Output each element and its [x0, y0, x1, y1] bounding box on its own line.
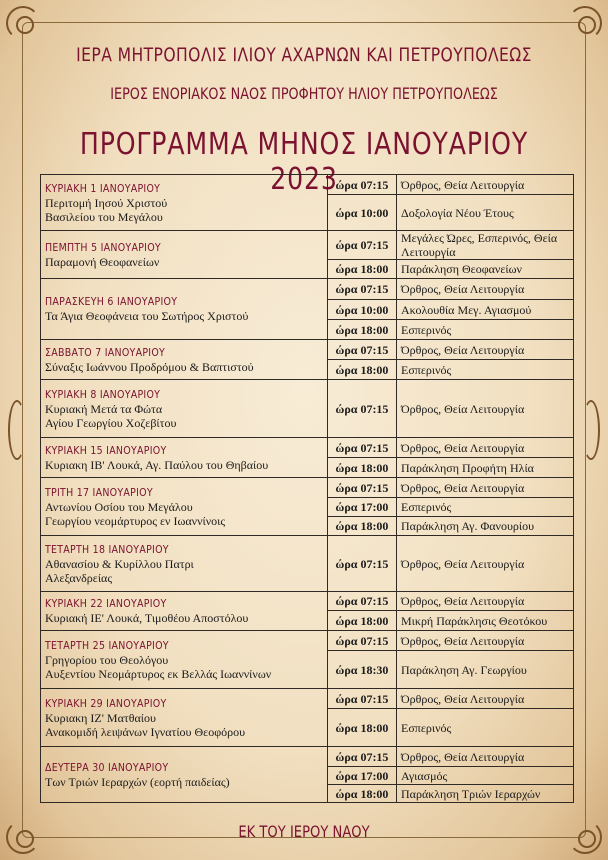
- corner-ornament-bottom-left: [6, 820, 40, 854]
- day-cell: [41, 279, 328, 340]
- feast-line: Κυριακη ΙΖ' Ματθαίου: [45, 710, 156, 725]
- service-time: ώρα 18:30: [328, 651, 397, 689]
- day-cell: [41, 592, 328, 631]
- schedule-row: [41, 340, 574, 360]
- service-name: Όρθρος, Θεία Λειτουργία: [397, 478, 574, 498]
- corner-ornament-top-left: [6, 6, 40, 40]
- corner-ornament-bottom-right: [568, 820, 602, 854]
- service-name: Εσπερινός: [397, 360, 574, 380]
- service-time: ώρα 18:00: [328, 260, 397, 279]
- day-cell: [41, 175, 328, 231]
- service-name: Όρθρος, Θεία Λειτουργία: [397, 631, 574, 651]
- day-cell: [41, 536, 328, 592]
- service-time: ώρα 07:15: [328, 279, 397, 300]
- schedule-row: [41, 536, 574, 592]
- service-time: ώρα 10:00: [328, 195, 397, 231]
- day-name: ΚΥΡΙΑΚΗ 8 ΙΑΝΟΥΑΡΙΟΥ: [45, 387, 161, 401]
- schedule-row: [41, 631, 574, 651]
- service-name: Όρθρος, Θεία Λειτουργία: [397, 438, 574, 458]
- feast-line: Αγίου Γεωργίου Χοζεβίτου: [45, 415, 177, 430]
- day-cell: [41, 438, 328, 478]
- service-time: ώρα 07:15: [328, 340, 397, 360]
- feast-line: Αυξεντίου Νεομάρτυρος εκ Βελλάς Ιωαννίνων: [45, 666, 272, 681]
- service-name: Εσπερινός: [397, 498, 574, 517]
- corner-ornament-top-right: [568, 6, 602, 40]
- feast-line: Σύναξις Ιωάννου Προδρόμου & Βαπτιστού: [45, 359, 254, 374]
- feast-line: Παραμονή Θεοφανείων: [45, 254, 160, 269]
- service-name: Μικρή Παράκλησις Θεοτόκου: [397, 611, 574, 631]
- service-time: ώρα 10:00: [328, 300, 397, 320]
- footer-signature: ΕΚ ΤΟΥ ΙΕΡΟΥ ΝΑΟΥ: [238, 822, 370, 841]
- day-name: ΣΑΒΒΑΤΟ 7 ΙΑΝΟΥΑΡΙΟΥ: [45, 345, 166, 359]
- service-name: Παράκληση Θεοφανείων: [397, 260, 574, 279]
- day-name: ΔΕΥΤΕΡΑ 30 ΙΑΝΟΥΑΡΙΟΥ: [45, 760, 169, 774]
- day-name: ΠΕΜΠΤΗ 5 ΙΑΝΟΥΑΡΙΟΥ: [45, 240, 161, 254]
- service-name: Όρθρος, Θεία Λειτουργία: [397, 279, 574, 300]
- service-name: Παράκληση Αγ. Φανουρίου: [397, 517, 574, 536]
- day-cell: [41, 689, 328, 747]
- service-time: ώρα 07:15: [328, 631, 397, 651]
- schedule-row: [41, 279, 574, 300]
- service-time: ώρα 07:15: [328, 689, 397, 709]
- service-time: ώρα 18:00: [328, 709, 397, 747]
- service-name: Αγιασμός: [397, 767, 574, 785]
- service-name: Μεγάλες Ώρες, Εσπερινός, Θεία Λειτουργία: [397, 231, 574, 260]
- service-time: ώρα 07:15: [328, 231, 397, 260]
- feast-line: Βασιλείου του Μεγάλου: [45, 209, 163, 224]
- side-ornament-left: [8, 400, 26, 460]
- day-name: ΤΕΤΑΡΤΗ 18 ΙΑΝΟΥΑΡΙΟΥ: [45, 542, 169, 556]
- page-title: ΠΡΟΓΡΑΜΜΑ ΜΗΝΟΣ ΙΑΝΟΥΑΡΙΟΥ 2023: [79, 127, 529, 197]
- service-name: Παράκληση Προφήτη Ηλία: [397, 458, 574, 478]
- service-time: ώρα 18:00: [328, 360, 397, 380]
- day-name: ΤΕΤΑΡΤΗ 25 ΙΑΝΟΥΑΡΙΟΥ: [45, 638, 169, 652]
- feast-line: Αντωνίου Οσίου του Μεγάλου: [45, 499, 193, 514]
- day-cell: [41, 380, 328, 438]
- schedule-row: [41, 689, 574, 709]
- service-name: Όρθρος, Θεία Λειτουργία: [397, 747, 574, 767]
- service-time: ώρα 07:15: [328, 175, 397, 195]
- service-name: Παράκληση Αγ. Γεωργίου: [397, 651, 574, 689]
- feast-line: Γεωργίου νεομάρτυρος εν Ιωαννίνοις: [45, 513, 226, 528]
- service-time: ώρα 07:15: [328, 380, 397, 438]
- service-name: Εσπερινός: [397, 709, 574, 747]
- schedule-row: [41, 438, 574, 458]
- side-ornament-right: [582, 400, 600, 460]
- day-cell: [41, 631, 328, 689]
- service-time: ώρα 18:00: [328, 458, 397, 478]
- service-time: ώρα 18:00: [328, 611, 397, 631]
- day-name: ΚΥΡΙΑΚΗ 15 ΙΑΝΟΥΑΡΙΟΥ: [45, 443, 167, 457]
- service-name: Παράκληση Τριών Ιεραρχών: [397, 785, 574, 803]
- service-name: Όρθρος, Θεία Λειτουργία: [397, 175, 574, 195]
- schedule-row: [41, 380, 574, 438]
- service-name: Εσπερινός: [397, 320, 574, 340]
- service-time: ώρα 07:15: [328, 536, 397, 592]
- feast-line: Περιτομή Ιησού Χριστού: [45, 195, 168, 210]
- feast-line: Των Τριών Ιεραρχών (εορτή παιδείας): [45, 774, 230, 789]
- service-name: Όρθρος, Θεία Λειτουργία: [397, 592, 574, 611]
- day-name: ΤΡΙΤΗ 17 ΙΑΝΟΥΑΡΙΟΥ: [45, 485, 153, 499]
- service-name: Όρθρος, Θεία Λειτουργία: [397, 340, 574, 360]
- service-time: ώρα 18:00: [328, 320, 397, 340]
- day-name: ΠΑΡΑΣΚΕΥΗ 6 ΙΑΝΟΥΑΡΙΟΥ: [45, 295, 178, 308]
- feast-line: Ανακομιδή λειψάνων Ιγνατίου Θεοφόρου: [45, 724, 246, 739]
- feast-line: Αλεξανδρείας: [45, 570, 113, 585]
- schedule-row: [41, 747, 574, 767]
- service-name: Όρθρος, Θεία Λειτουργία: [397, 689, 574, 709]
- feast-line: Γρηγορίου του Θεολόγου: [45, 652, 169, 667]
- service-time: ώρα 17:00: [328, 767, 397, 785]
- day-name: ΚΥΡΙΑΚΗ 29 ΙΑΝΟΥΑΡΙΟΥ: [45, 696, 167, 710]
- service-time: ώρα 07:15: [328, 438, 397, 458]
- schedule-table: [40, 174, 574, 803]
- church-heading: ΙΕΡΟΣ ΕΝΟΡΙΑΚΟΣ ΝΑΟΣ ΠΡΟΦΗΤΟΥ ΗΛΙΟΥ ΠΕΤΡΟΥΠΟΛΕΩΣ: [110, 84, 498, 103]
- service-time: ώρα 18:00: [328, 785, 397, 803]
- day-cell: [41, 340, 328, 380]
- service-time: ώρα 17:00: [328, 498, 397, 517]
- service-name: Ακολουθία Μεγ. Αγιασμού: [397, 300, 574, 320]
- day-name: ΚΥΡΙΑΚΗ 1 ΙΑΝΟΥΑΡΙΟΥ: [45, 181, 161, 195]
- service-name: Δοξολογία Νέου Έτους: [397, 195, 574, 231]
- service-time: ώρα 07:15: [328, 592, 397, 611]
- service-time: ώρα 18:00: [328, 517, 397, 536]
- metropolis-heading: ΙΕΡΑ ΜΗΤΡΟΠΟΛΙΣ ΙΛΙΟΥ ΑΧΑΡΝΩΝ ΚΑΙ ΠΕΤΡΟΥΠΟΛΕΩΣ: [76, 44, 532, 66]
- service-time: ώρα 07:15: [328, 478, 397, 498]
- day-cell: [41, 478, 328, 536]
- feast-line: Κυριακη ΙΒ' Λουκά, Αγ. Παύλου του Θηβαίου: [45, 457, 269, 472]
- schedule-row: [41, 175, 574, 195]
- day-cell: [41, 747, 328, 803]
- day-name: ΚΥΡΙΑΚΗ 22 ΙΑΝΟΥΑΡΙΟΥ: [45, 597, 167, 610]
- service-name: Όρθρος, Θεία Λειτουργία: [397, 380, 574, 438]
- service-name: Όρθρος, Θεία Λειτουργία: [397, 536, 574, 592]
- feast-line: Τα Άγια Θεοφάνεια του Σωτήρος Χριστού: [45, 309, 249, 323]
- schedule-row: [41, 478, 574, 498]
- service-time: ώρα 07:15: [328, 747, 397, 767]
- feast-line: Κυριακή Μετά τα Φώτα: [45, 401, 163, 416]
- schedule-row: [41, 592, 574, 611]
- feast-line: Κυριακή ΙΕ' Λουκά, Τιμοθέου Αποστόλου: [45, 611, 249, 625]
- feast-line: Αθανασίου & Κυρίλλου Πατρι: [45, 556, 194, 571]
- schedule-row: [41, 231, 574, 260]
- day-cell: [41, 231, 328, 279]
